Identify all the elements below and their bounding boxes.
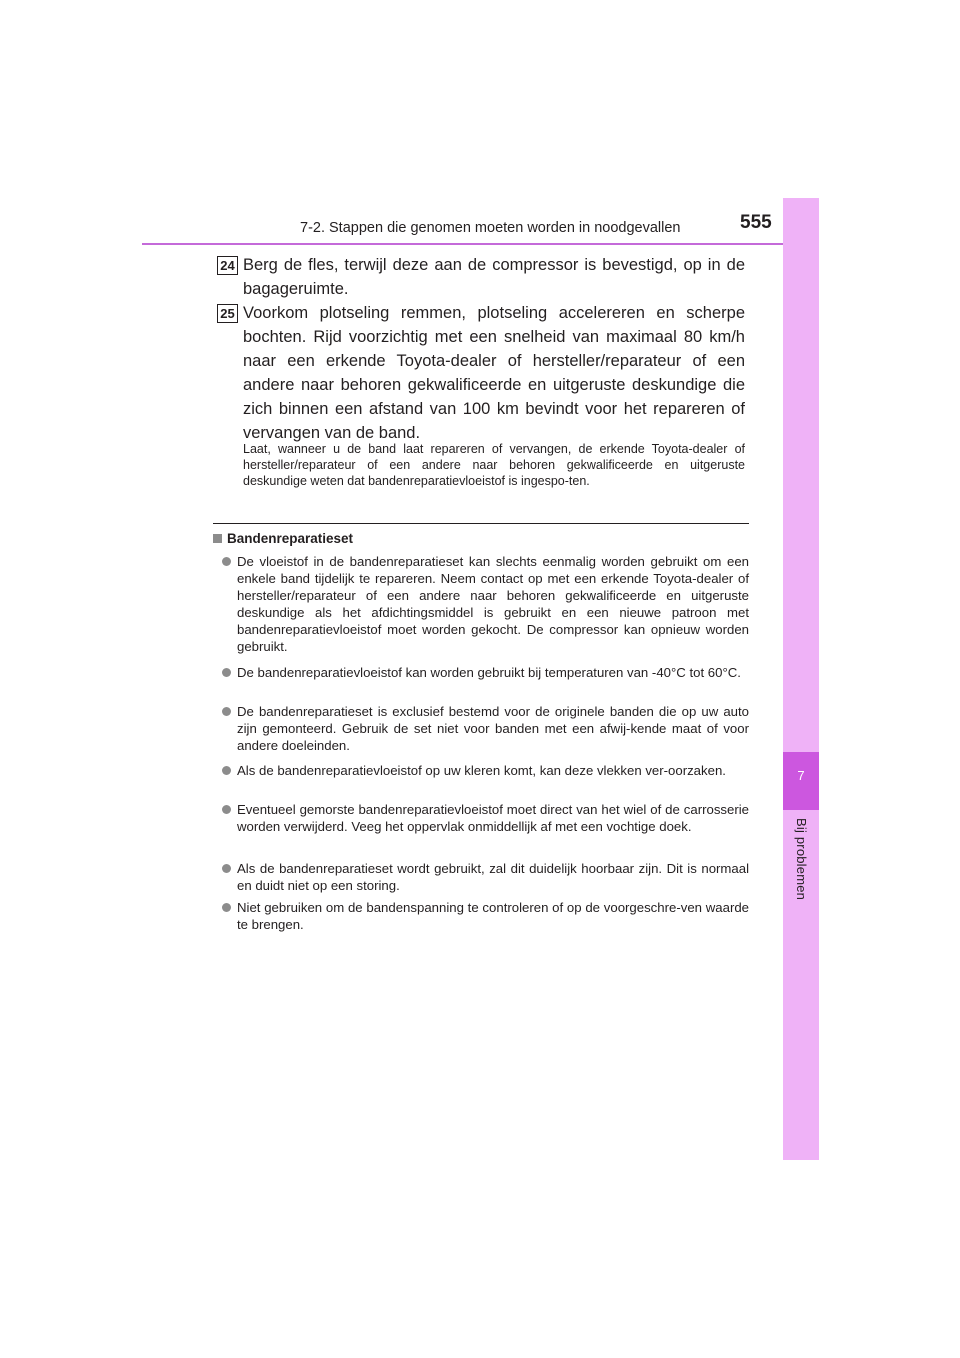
list-item [222,703,749,754]
list-item-text: De bandenreparatievloeistof kan worden gebruikt bij temperaturen van -40°C tot 60°C. [237,665,741,680]
circle-bullet-icon [222,903,231,912]
list-item [222,801,749,835]
header-divider [142,243,819,245]
list-item [222,899,749,933]
list-item-text: Niet gebruiken om de bandenspanning te controleren of op de voorgeschre-ven waarde te brengen. [237,900,749,932]
page-number: 555 [740,212,772,233]
list-item-text: De bandenreparatieset is exclusief bestemd voor de originele banden die op uw auto zijn gemonteerd. Gebruik de set niet voor banden met een afwij-kende maat of voor andere doeleinden. [237,704,749,753]
section-divider [213,523,749,524]
section-title: 7-2. Stappen die genomen moeten worden in noodgevallen [300,220,681,236]
section-heading-text: Bandenreparatieset [227,531,354,546]
circle-bullet-icon [222,707,231,716]
circle-bullet-icon [222,864,231,873]
circle-bullet-icon [222,766,231,775]
step-number-24: 24 [217,256,238,275]
list-item [222,664,749,681]
circle-bullet-icon [222,805,231,814]
list-item [222,860,749,894]
list-item [222,553,749,655]
step-text-24: Berg de fles, terwijl deze aan de compressor is bevestigd, op in de bagageruimte. [243,256,745,298]
chapter-label: Bij problemen [794,818,809,901]
chapter-side-tab [783,198,819,1160]
list-item-text: Als de bandenreparatievloeistof op uw kleren komt, kan deze vlekken ver-oorzaken. [237,763,726,778]
chapter-number: 7 [797,768,805,783]
step-note-25: Laat, wanneer u de band laat repareren of vervangen, de erkende Toyota-dealer of hersteller/reparateur of een andere naar behoren gekwalificeerde en uitgeruste deskundige weten dat bandenreparatievloeistof is ingespo-ten. [243,442,745,488]
list-item-text: De vloeistof in de bandenreparatieset kan slechts eenmalig worden gebruikt om een enkele band tijdelijk te repareren. Neem contact op met een erkende Toyota-dealer of hersteller/reparateur of een andere naar behoren gekwalificeerde en uitgeruste deskundige als het afdichtingsmiddel is gebruikt en een nieuwe patroon met bandenreparatievloeistof moet worden gekocht. De compressor kan opnieuw worden gebruikt. [237,554,749,654]
list-item [222,762,749,779]
list-item-text: Eventueel gemorste bandenreparatievloeistof moet direct van het wiel of de carrosserie worden verwijderd. Veeg het oppervlak onmiddellijk af met een vochtige doek. [237,802,749,834]
step-number-25: 25 [217,304,238,323]
circle-bullet-icon [222,668,231,677]
step-text-25: Voorkom plotseling remmen, plotseling accelereren en scherpe bochten. Rijd voorzichtig met een snelheid van maximaal 80 km/h naar een erkende Toyota-dealer of hersteller/reparateur of een andere naar behoren gekwalificeerde en uitgeruste deskundige die zich binnen een afstand van 100 km bevindt voor het repareren of vervangen van de band. [243,304,745,442]
square-bullet-icon [213,534,222,543]
circle-bullet-icon [222,557,231,566]
section-heading [213,531,353,546]
list-item-text: Als de bandenreparatieset wordt gebruikt, zal dit duidelijk hoorbaar zijn. Dit is normaal en duidt niet op een storing. [237,861,749,893]
